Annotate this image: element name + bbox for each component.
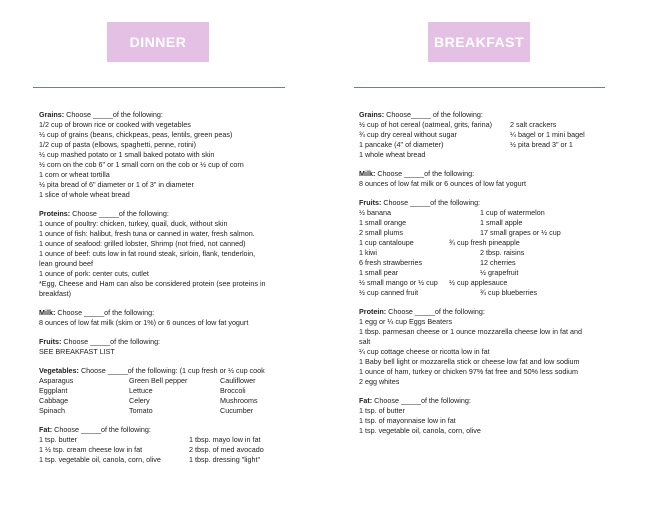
- dinner-fruits-section: [39, 337, 309, 357]
- fruit-item: ¾ cup blueberries: [480, 288, 538, 297]
- dinner-proteins-item: *Egg, Cheese and Ham can also be considered protein (see proteins in: [39, 279, 266, 288]
- dinner-vegetables-row: [39, 376, 309, 386]
- breakfast-milk-label: Milk:: [359, 169, 376, 178]
- vegetable-item: Cabbage: [39, 396, 69, 405]
- dinner-grains-item: ½ cup of grains (beans, chickpeas, peas, lentils, green peas): [39, 130, 233, 139]
- breakfast-grains-intro: Choose_____ of the following:: [384, 110, 483, 119]
- dinner-content: [39, 110, 309, 474]
- vegetable-item: Celery: [129, 396, 150, 405]
- breakfast-protein-item: 1 egg or ¼ cup Eggs Beaters: [359, 317, 453, 326]
- fat-item: 1 tbsp. dressing "light": [189, 455, 261, 464]
- grain-item: ½ cup of hot cereal (oatmeal, grits, farina): [359, 120, 493, 129]
- grain-item: 1 pancake (4" of diameter): [359, 140, 444, 149]
- dinner-proteins-item: 1 ounce of seafood: grilled lobster, Shrimp (not fried, not canned): [39, 239, 246, 248]
- fruit-item: ¾ cup fresh pineapple: [449, 238, 520, 247]
- fat-item: 1 ½ tsp. cream cheese low in fat: [39, 445, 143, 454]
- fruit-item: 1 small apple: [480, 218, 523, 227]
- breakfast-protein-label: Protein:: [359, 307, 387, 316]
- fat-item: 1 tsp. butter: [39, 435, 77, 444]
- dinner-proteins-item: 1 ounce of beef: cuts low in fat round steak, sirloin, flank, tenderloin,: [39, 249, 256, 258]
- dinner-milk-item: 8 ounces of low fat milk (skim or 1%) or 6 ounces of low fat yogurt: [39, 318, 249, 327]
- breakfast-milk-intro: Choose _____of the following:: [375, 169, 475, 178]
- breakfast-protein-item: ¼ cup cottage cheese or ricotta low in fat: [359, 347, 490, 356]
- dinner-grains-item: 1/2 cup of brown rice or cooked with vegetables: [39, 120, 191, 129]
- dinner-fruits-intro: Choose _____of the following:: [61, 337, 161, 346]
- breakfast-fruits-row: [359, 218, 649, 228]
- fat-item: 1 tbsp. mayo low in fat: [189, 435, 261, 444]
- dinner-milk-label: Milk:: [39, 308, 56, 317]
- dinner-fruits-item: SEE BREAKFAST LIST: [39, 347, 115, 356]
- fruit-item: 12 cherries: [480, 258, 516, 267]
- breakfast-grains-row: [359, 150, 649, 160]
- dinner-fat-section: [39, 425, 309, 465]
- dinner-proteins-item: lean ground beef: [39, 259, 93, 268]
- vegetable-item: Spinach: [39, 406, 65, 415]
- dinner-grains-section: [39, 110, 309, 200]
- vegetable-item: Cauliflower: [220, 376, 256, 385]
- breakfast-fruits-section: [359, 198, 649, 298]
- breakfast-fat-item: 1 tsp. vegetable oil, canola, corn, olive: [359, 426, 481, 435]
- fat-item: 2 tbsp. of med avocado: [189, 445, 264, 454]
- breakfast-fruits-row: [359, 268, 649, 278]
- dinner-vegetables-row: [39, 386, 309, 396]
- dinner-fat-row: [39, 445, 309, 455]
- dinner-grains-item: ½ pita bread of 6" diameter or 1 of 3" in diameter: [39, 180, 194, 189]
- grain-item: 1 whole wheat bread: [359, 150, 426, 159]
- grain-item: ½ pita bread 3" or 1: [510, 140, 573, 149]
- dinner-fat-intro: Choose _____of the following:: [52, 425, 151, 434]
- vegetable-item: Lettuce: [129, 386, 153, 395]
- vegetable-item: Eggplant: [39, 386, 68, 395]
- breakfast-protein-item: 1 Baby bell light or mozzarella stick or cheese low fat and low sodium: [359, 357, 580, 366]
- breakfast-protein-section: [359, 307, 649, 387]
- breakfast-protein-item: 2 egg whites: [359, 377, 400, 386]
- dinner-divider: [33, 87, 285, 88]
- breakfast-divider: [354, 87, 605, 88]
- dinner-proteins-item: 1 ounce of poultry: chicken, turkey, quail, duck, without skin: [39, 219, 228, 228]
- dinner-proteins-section: [39, 209, 309, 299]
- dinner-proteins-item: 1 ounce of pork: center cuts, cutlet: [39, 269, 149, 278]
- breakfast-fruits-row: [359, 228, 649, 238]
- vegetable-item: Broccoli: [220, 386, 246, 395]
- breakfast-fruits-row: [359, 288, 649, 298]
- breakfast-protein-item: 1 ounce of ham, turkey or chicken 97% fat free and 50% less sodium: [359, 367, 578, 376]
- dinner-vegetables-row: [39, 406, 309, 416]
- breakfast-content: [359, 110, 649, 445]
- fruit-item: 1 kiwi: [359, 248, 377, 257]
- breakfast-fruits-label: Fruits:: [359, 198, 382, 207]
- dinner-grains-item: ½ corn on the cob 6" or 1 small corn on the cob or ½ cup of corn: [39, 160, 244, 169]
- dinner-vegetables-label: Vegetables:: [39, 366, 79, 375]
- breakfast-header: BREAKFAST: [428, 22, 530, 62]
- breakfast-fat-label: Fat:: [359, 396, 373, 405]
- fruit-item: 6 fresh strawberries: [359, 258, 423, 267]
- dinner-proteins-item: breakfast): [39, 289, 71, 298]
- fruit-item: ½ grapefruit: [480, 268, 519, 277]
- fruit-item: 1 small pear: [359, 268, 399, 277]
- fruit-item: 17 small grapes or ½ cup: [480, 228, 561, 237]
- dinner-grains-label: Grains:: [39, 110, 65, 119]
- dinner-proteins-intro: Choose _____of the following:: [70, 209, 169, 218]
- dinner-grains-intro: Choose _____of the following:: [64, 110, 163, 119]
- dinner-milk-section: [39, 308, 309, 328]
- dinner-fat-row: [39, 455, 309, 465]
- fruit-item: 1 cup cantaloupe: [359, 238, 414, 247]
- vegetable-item: Asparagus: [39, 376, 74, 385]
- breakfast-fruits-row: [359, 258, 649, 268]
- dinner-fat-row: [39, 435, 309, 445]
- dinner-header: DINNER: [107, 22, 209, 62]
- breakfast-fat-item: 1 tsp. of butter: [359, 406, 405, 415]
- breakfast-fat-item: 1 tsp. of mayonnaise low in fat: [359, 416, 456, 425]
- dinner-fat-label: Fat:: [39, 425, 53, 434]
- fruit-item: ½ small mango or ½ cup: [359, 278, 438, 287]
- dinner-vegetables-intro: Choose _____of the following: (1 cup fresh or ½ cup cook: [78, 366, 265, 375]
- dinner-proteins-item: 1 ounce of fish: halibut, fresh tuna or canned in water, fresh salmon.: [39, 229, 255, 238]
- dinner-proteins-label: Proteins:: [39, 209, 71, 218]
- grain-item: ¼ bagel or 1 mini bagel: [510, 130, 585, 139]
- breakfast-fruits-row: [359, 208, 649, 218]
- vegetable-item: Mushrooms: [220, 396, 258, 405]
- breakfast-fruits-row: [359, 248, 649, 258]
- dinner-fruits-label: Fruits:: [39, 337, 62, 346]
- breakfast-milk-section: [359, 169, 649, 189]
- dinner-vegetables-section: [39, 366, 309, 416]
- breakfast-fat-section: [359, 396, 649, 436]
- breakfast-fruits-row: [359, 238, 649, 248]
- breakfast-grains-row: [359, 120, 649, 130]
- fruit-item: ½ cup canned fruit: [359, 288, 419, 297]
- breakfast-fruits-row: [359, 278, 649, 288]
- dinner-milk-intro: Choose _____of the following:: [55, 308, 155, 317]
- fruit-item: 1 cup of watermelon: [480, 208, 545, 217]
- breakfast-grains-label: Grains:: [359, 110, 385, 119]
- breakfast-protein-item: salt: [359, 337, 371, 346]
- fat-item: 1 tsp. vegetable oil, canola, corn, olive: [39, 455, 161, 464]
- grain-item: ¾ cup dry cereal without sugar: [359, 130, 457, 139]
- breakfast-fruits-intro: Choose _____of the following:: [381, 198, 481, 207]
- vegetable-item: Tomato: [129, 406, 153, 415]
- dinner-grains-item: 1 slice of whole wheat bread: [39, 190, 130, 199]
- fruit-item: 2 small plums: [359, 228, 403, 237]
- breakfast-fat-intro: Choose _____of the following:: [372, 396, 471, 405]
- dinner-vegetables-row: [39, 396, 309, 406]
- fruit-item: 2 tbsp. raisins: [480, 248, 525, 257]
- breakfast-grains-row: [359, 140, 649, 150]
- vegetable-item: Green Bell pepper: [129, 376, 188, 385]
- breakfast-milk-item: 8 ounces of low fat milk or 6 ounces of low fat yogurt: [359, 179, 526, 188]
- breakfast-protein-intro: Choose _____of the following:: [386, 307, 485, 316]
- fruit-item: 1 small orange: [359, 218, 407, 227]
- dinner-grains-item: 1 corn or wheat tortilla: [39, 170, 110, 179]
- grain-item: 2 salt crackers: [510, 120, 557, 129]
- dinner-grains-item: 1/2 cup of pasta (elbows, spaghetti, penne, rotini): [39, 140, 197, 149]
- vegetable-item: Cucumber: [220, 406, 254, 415]
- dinner-grains-item: ½ cup mashed potato or 1 small baked potato with skin: [39, 150, 215, 159]
- breakfast-grains-row: [359, 130, 649, 140]
- breakfast-grains-section: [359, 110, 649, 160]
- fruit-item: ½ banana: [359, 208, 391, 217]
- fruit-item: ½ cup applesauce: [449, 278, 508, 287]
- breakfast-protein-item: 1 tbsp. parmesan cheese or 1 ounce mozzarella cheese low in fat and: [359, 327, 582, 336]
